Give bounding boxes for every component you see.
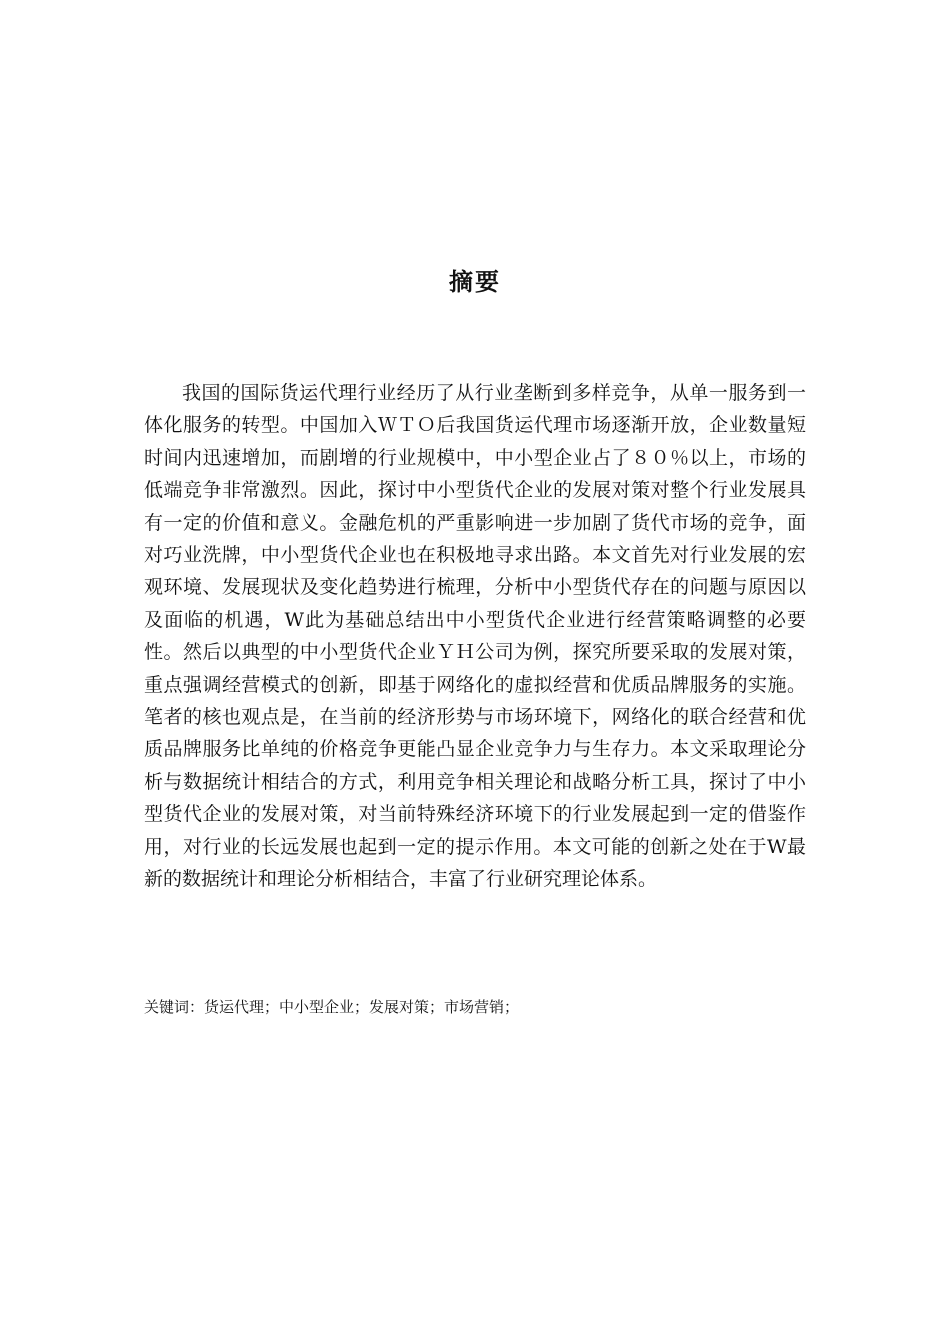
abstract-paragraph: 我国的国际货运代理行业经历了从行业垄断到多样竞争，从单一服务到一体化服务的转型。中国加入ＷＴＯ后我国货运代理市场逐渐开放，企业数量短时间内迅速增加，而剧增的行业规模中，中小型企业占了８０％以上，市场的低端竞争非常激烈。因此，探讨中小型货代企业的发展对策对整个行业发展具有一定的价值和意义。金融危机的严重影响进一步加剧了货代市场的竞争，面对巧业洗牌，中小型货代企业也在积极地寻求出路。本文首先对行业发展的宏观环境、发展现状及变化趋势进行梳理，分析中小型货代存在的问题与原因以及面临的机遇，W此为基础总结出中小型货代企业进行经营策略调整的必要性。然后以典型的中小型货代企业ＹＨ公司为例，探究所要采取的发展对策，重点强调经营模式的创新，即基于网络化的虚拟经营和优质品牌服务的实施。笔者的核也观点是，在当前的经济形势与市场环境下，网络化的联合经营和优质品牌服务比单纯的价格竞争更能凸显企业竞争力与生存力。本文采取理论分析与数据统计相结合的方式，利用竞争相关理论和战略分析工具，探讨了中小型货代企业的发展对策，对当前特殊经济环境下的行业发展起到一定的借鉴作用，对行业的长远发展也起到一定的提示作用。本文可能的创新之处在于W最新的数据统计和理论分析相结合，丰富了行业研究理论体系。 — [144, 382, 806, 891]
keywords-line: 关键词：货运代理；中小型企业；发展对策；市场营销； — [144, 998, 520, 1016]
page-title: 摘要 — [449, 268, 501, 296]
